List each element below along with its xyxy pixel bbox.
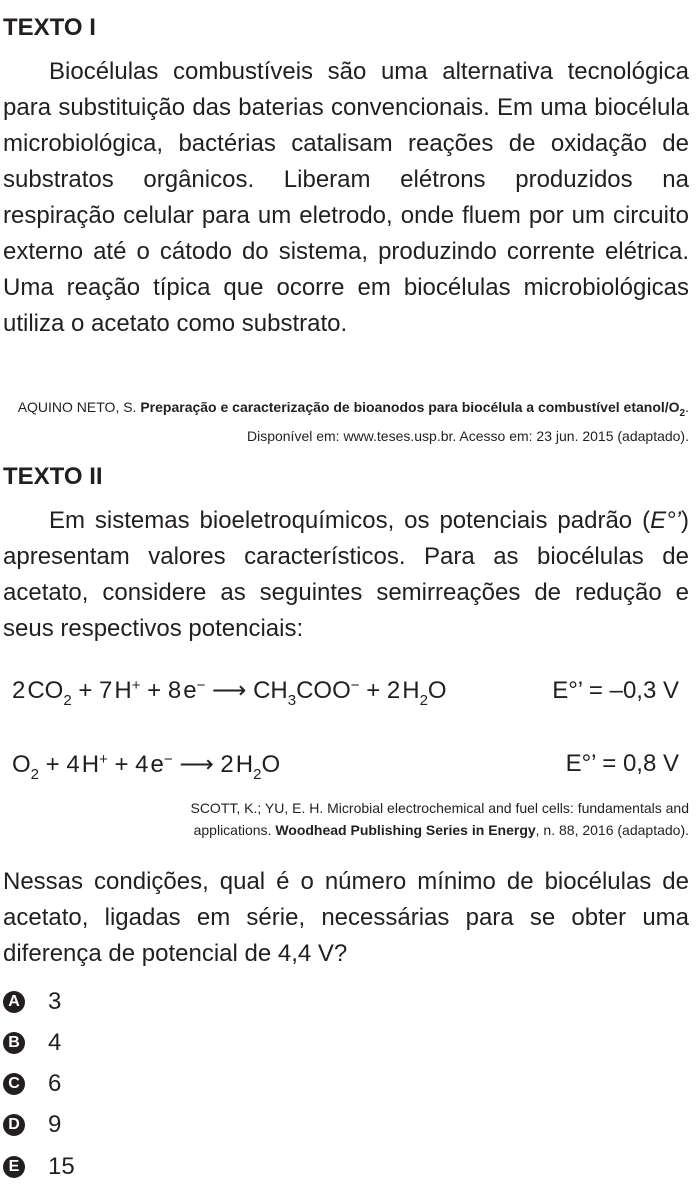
option-c[interactable]	[3, 1069, 61, 1099]
option-value: 9	[48, 1111, 62, 1138]
citation-title: Preparação e caracterização de bioanodos para biocélula a combustível etanol/$O_2$	[140, 399, 686, 419]
option-letter-icon: D	[3, 1114, 25, 1136]
equation-oxygen: $O_2 + 4$ H+ + 4 e− ⟶ 2 $H_2O$	[12, 751, 281, 783]
texto1-heading: TEXTO I	[3, 14, 96, 41]
texto2-citation: SCOTT, K.; YU, E. H. Microbial electrochemical and fuel cells: fundamentals and applications. Woodhead Publishing Series in Energy, n. 88, 2016 (adaptado).	[190, 800, 689, 838]
equation-acetate: 2 $CO_2 + 7$ H+ + 8 e− ⟶ $CH_3COO^- + 2$ $H_2O$	[12, 677, 447, 709]
texto1-citation	[3, 396, 689, 447]
texto1-paragraph	[3, 54, 689, 342]
option-value: 3	[48, 988, 62, 1015]
potential-acetate: E°’ = –0,3 V	[552, 677, 679, 704]
option-e[interactable]	[3, 1152, 75, 1182]
option-b[interactable]	[3, 1028, 61, 1058]
option-letter-icon: B	[3, 1032, 25, 1054]
option-value: 15	[48, 1153, 75, 1180]
citation-source: . Disponível em: www.teses.usp.br. Acesso em: 23 jun. 2015 (adaptado).	[246, 399, 689, 444]
texto2-paragraph: Em sistemas bioeletroquímicos, os potenciais padrão (E°’) apresentam valores característicos. Para as biocélulas de acetato, considere as seguintes semirreações de redução e seus respectivos potenciais:	[3, 507, 689, 642]
option-letter-icon: C	[3, 1073, 25, 1095]
question-text: Nessas condições, qual é o número mínimo de biocélulas de acetato, ligadas em série, necessárias para se obter uma diferença de potencial de 4,4 V?	[3, 868, 689, 967]
option-a[interactable]	[3, 987, 61, 1017]
citation-author: AQUINO NETO, S.	[17, 399, 141, 415]
option-value: 6	[48, 1070, 62, 1097]
texto1-paragraph-text: Biocélulas combustíveis são uma alternativa tecnológica para substituição das baterias convencionais. Em uma biocélula microbiológica, bactérias catalisam reações de oxidação de substratos orgânicos. Liberam elétrons produzidos na respiração celular para um eletrodo, onde fluem por um circuito externo até o cátodo do sistema, produzindo corrente elétrica. Uma reação típica que ocorre em biocélulas microbiológicas utiliza o acetato como substrato.	[3, 58, 689, 337]
option-value: 4	[48, 1029, 62, 1056]
option-d[interactable]	[3, 1110, 61, 1140]
option-letter-icon: E	[3, 1156, 25, 1178]
potential-oxygen: E°’ = 0,8 V	[565, 750, 679, 777]
texto2-heading: TEXTO II	[3, 463, 103, 490]
potential-symbol: E°’	[650, 507, 681, 534]
option-letter-icon: A	[3, 991, 25, 1013]
